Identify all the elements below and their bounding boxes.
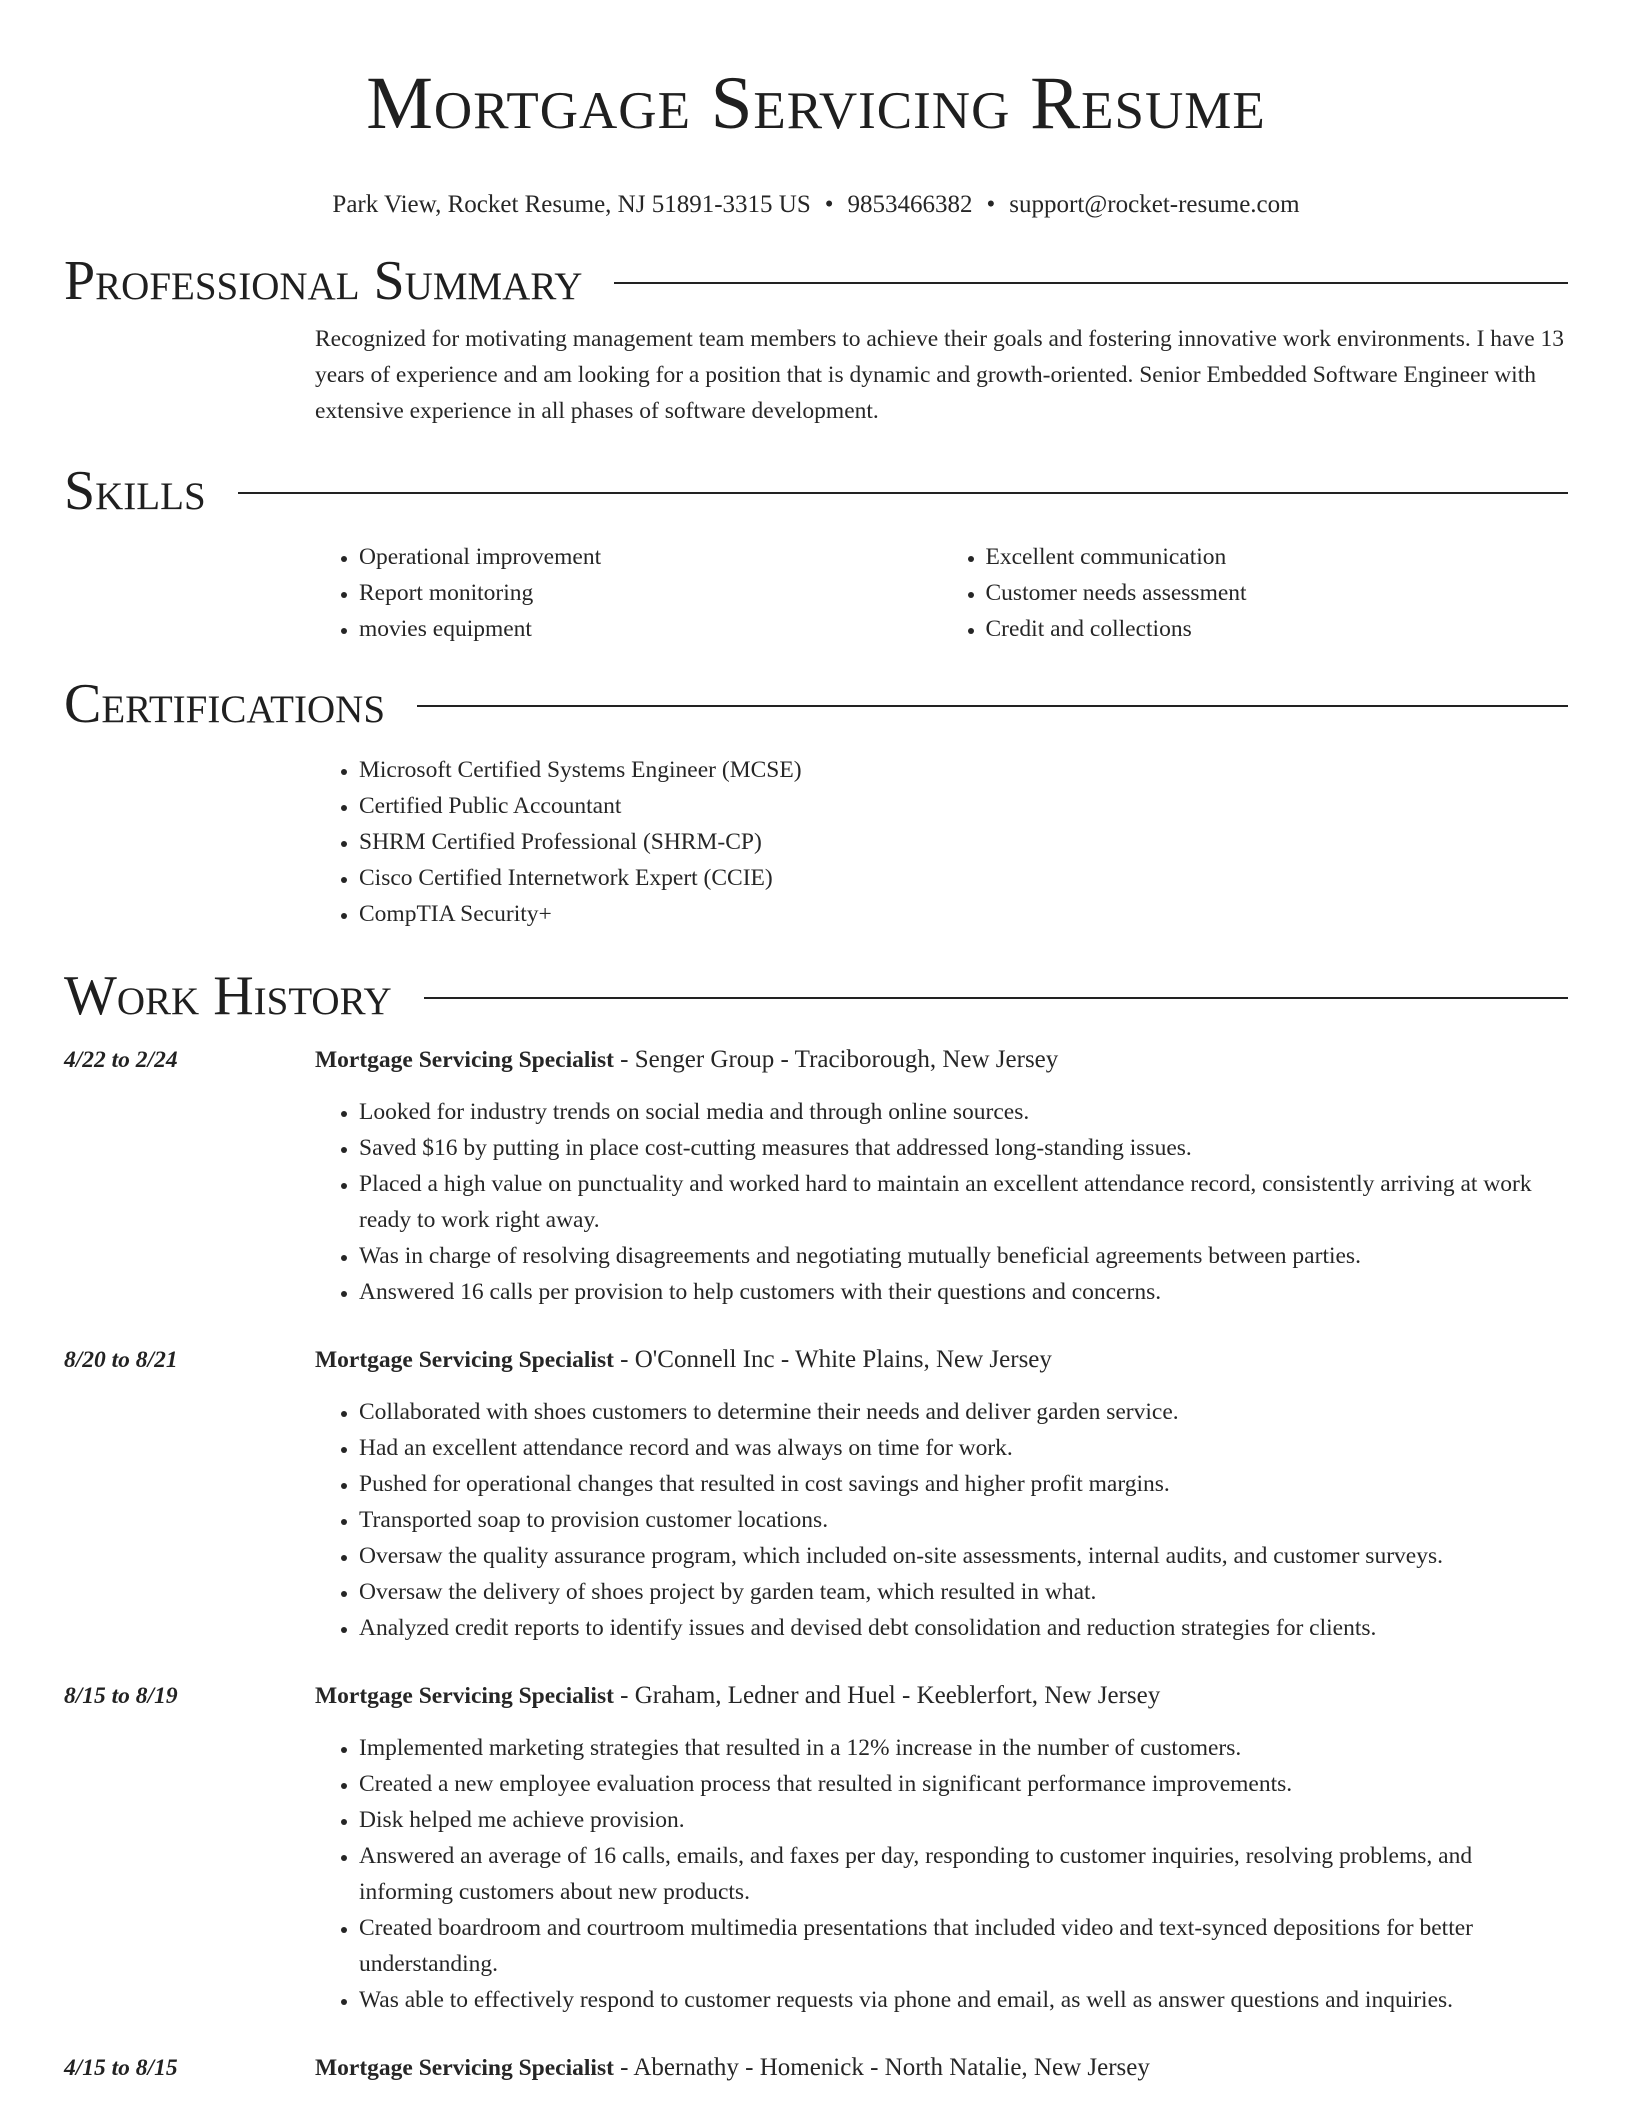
job-title: Mortgage Servicing Specialist xyxy=(315,1347,614,1373)
job-bullets xyxy=(315,1730,1568,2018)
contact-address: Park View, Rocket Resume, NJ 51891-3315 US xyxy=(332,191,811,218)
job-bullets xyxy=(315,1394,1568,1646)
certification-item: • Microsoft Certified Systems Engineer (MCSE) xyxy=(359,752,1568,788)
job-company: - Graham, Ledner and Huel - Keeblerfort, New Jersey xyxy=(613,1682,1161,1709)
skills-list xyxy=(315,539,1568,647)
job-bullet: • Collaborated with shoes customers to determine their needs and deliver garden service. xyxy=(359,1394,1568,1430)
job-bullet: • Analyzed credit reports to identify issues and devised debt consolidation and reduction strategies for clients. xyxy=(359,1610,1568,1646)
certification-item: • Certified Public Accountant xyxy=(359,788,1568,824)
job-title: Mortgage Servicing Specialist xyxy=(315,1683,614,1709)
skill-item: • Customer needs assessment xyxy=(986,575,1569,611)
job-bullet: • Answered 16 calls per provision to help customers with their questions and concerns. xyxy=(359,1274,1568,1310)
certification-item: • SHRM Certified Professional (SHRM-CP) xyxy=(359,824,1568,860)
skills-heading: Skills xyxy=(64,460,206,522)
skill-item: • Operational improvement xyxy=(359,539,942,575)
job-heading xyxy=(315,1342,1568,1378)
contact-separator: • xyxy=(986,191,996,218)
job-bullet: • Oversaw the quality assurance program, which included on-site assessments, internal audits, and customer surveys. xyxy=(359,1538,1568,1574)
certifications-heading: Certifications xyxy=(64,673,386,735)
skills-column-left xyxy=(315,539,942,647)
certifications-list xyxy=(315,752,1568,932)
job-dates: 4/22 to 2/24 xyxy=(64,1047,178,1073)
certifications-section-header xyxy=(64,672,1568,736)
job-bullet: • Implemented marketing strategies that resulted in a 12% increase in the number of customers. xyxy=(359,1730,1568,1766)
job-entry xyxy=(64,2050,1568,2086)
skills-column-right xyxy=(942,539,1569,647)
resume-title: Mortgage Servicing Resume xyxy=(366,62,1266,145)
certification-item: • CompTIA Security+ xyxy=(359,896,1568,932)
skill-item: • movies equipment xyxy=(359,611,942,647)
skills-section-header xyxy=(64,459,1568,523)
summary-section-header xyxy=(64,249,1568,313)
section-divider xyxy=(417,705,1568,707)
job-bullet: • Saved $16 by putting in place cost-cutting measures that addressed long-standing issues. xyxy=(359,1130,1568,1166)
job-heading xyxy=(315,1042,1568,1078)
job-bullet: • Answered an average of 16 calls, emails, and faxes per day, responding to customer inquiries, resolving problems, and informing customers about new products. xyxy=(359,1838,1568,1910)
job-company: - O'Connell Inc - White Plains, New Jersey xyxy=(613,1346,1052,1373)
job-bullet: • Oversaw the delivery of shoes project by garden team, which resulted in what. xyxy=(359,1574,1568,1610)
summary-block xyxy=(315,321,1568,429)
job-entry xyxy=(64,1042,1568,1310)
job-bullet: • Transported soap to provision customer locations. xyxy=(359,1502,1568,1538)
section-divider xyxy=(238,492,1568,494)
job-bullet: • Placed a high value on punctuality and worked hard to maintain an excellent attendance record, consistently arriving at work ready to work right away. xyxy=(359,1166,1568,1238)
job-title: Mortgage Servicing Specialist xyxy=(315,2055,614,2081)
certification-item: • Cisco Certified Internetwork Expert (CCIE) xyxy=(359,860,1568,896)
job-company: - Senger Group - Traciborough, New Jersey xyxy=(613,1046,1059,1073)
job-entry xyxy=(64,1678,1568,2018)
work-heading: Work History xyxy=(64,965,392,1027)
job-dates: 8/20 to 8/21 xyxy=(64,1347,178,1373)
skill-item: • Excellent communication xyxy=(986,539,1569,575)
contact-line xyxy=(64,190,1568,220)
job-bullet: • Was able to effectively respond to customer requests via phone and email, as well as answer questions and inquiries. xyxy=(359,1982,1568,2018)
skill-item: • Report monitoring xyxy=(359,575,942,611)
job-bullet: • Created a new employee evaluation process that resulted in significant performance improvements. xyxy=(359,1766,1568,1802)
job-bullet: • Looked for industry trends on social media and through online sources. xyxy=(359,1094,1568,1130)
job-dates: 4/15 to 8/15 xyxy=(64,2055,178,2081)
job-company: - Abernathy - Homenick - North Natalie, New Jersey xyxy=(613,2054,1150,2081)
job-bullet: • Disk helped me achieve provision. xyxy=(359,1802,1568,1838)
contact-email[interactable]: support@rocket-resume.com xyxy=(1009,191,1300,218)
job-title: Mortgage Servicing Specialist xyxy=(315,1047,614,1073)
job-bullet: • Pushed for operational changes that resulted in cost savings and higher profit margins. xyxy=(359,1466,1568,1502)
job-bullet: • Created boardroom and courtroom multimedia presentations that included video and text-synced depositions for better understanding. xyxy=(359,1910,1568,1982)
summary-heading: Professional Summary xyxy=(64,250,583,312)
job-dates: 8/15 to 8/19 xyxy=(64,1683,178,1709)
job-entry xyxy=(64,1342,1568,1646)
job-bullet: • Was in charge of resolving disagreements and negotiating mutually beneficial agreements between parties. xyxy=(359,1238,1568,1274)
job-heading xyxy=(315,2050,1568,2086)
contact-separator: • xyxy=(824,191,834,218)
section-divider xyxy=(424,997,1568,999)
section-divider xyxy=(614,282,1568,284)
skill-item: • Credit and collections xyxy=(986,611,1569,647)
job-bullets xyxy=(315,1094,1568,1310)
contact-phone: 9853466382 xyxy=(847,191,973,218)
work-section-header xyxy=(64,964,1568,1028)
summary-text: Recognized for motivating management team members to achieve their goals and fostering innovative work environments. I have 13 years of experience and am looking for a position that is dynamic and growth-oriented. Senior Embedded Software Engineer with extensive experience in all phases of software development. xyxy=(315,326,1565,424)
resume-page xyxy=(64,0,1568,2086)
job-bullet: • Had an excellent attendance record and was always on time for work. xyxy=(359,1430,1568,1466)
job-heading xyxy=(315,1678,1568,1714)
